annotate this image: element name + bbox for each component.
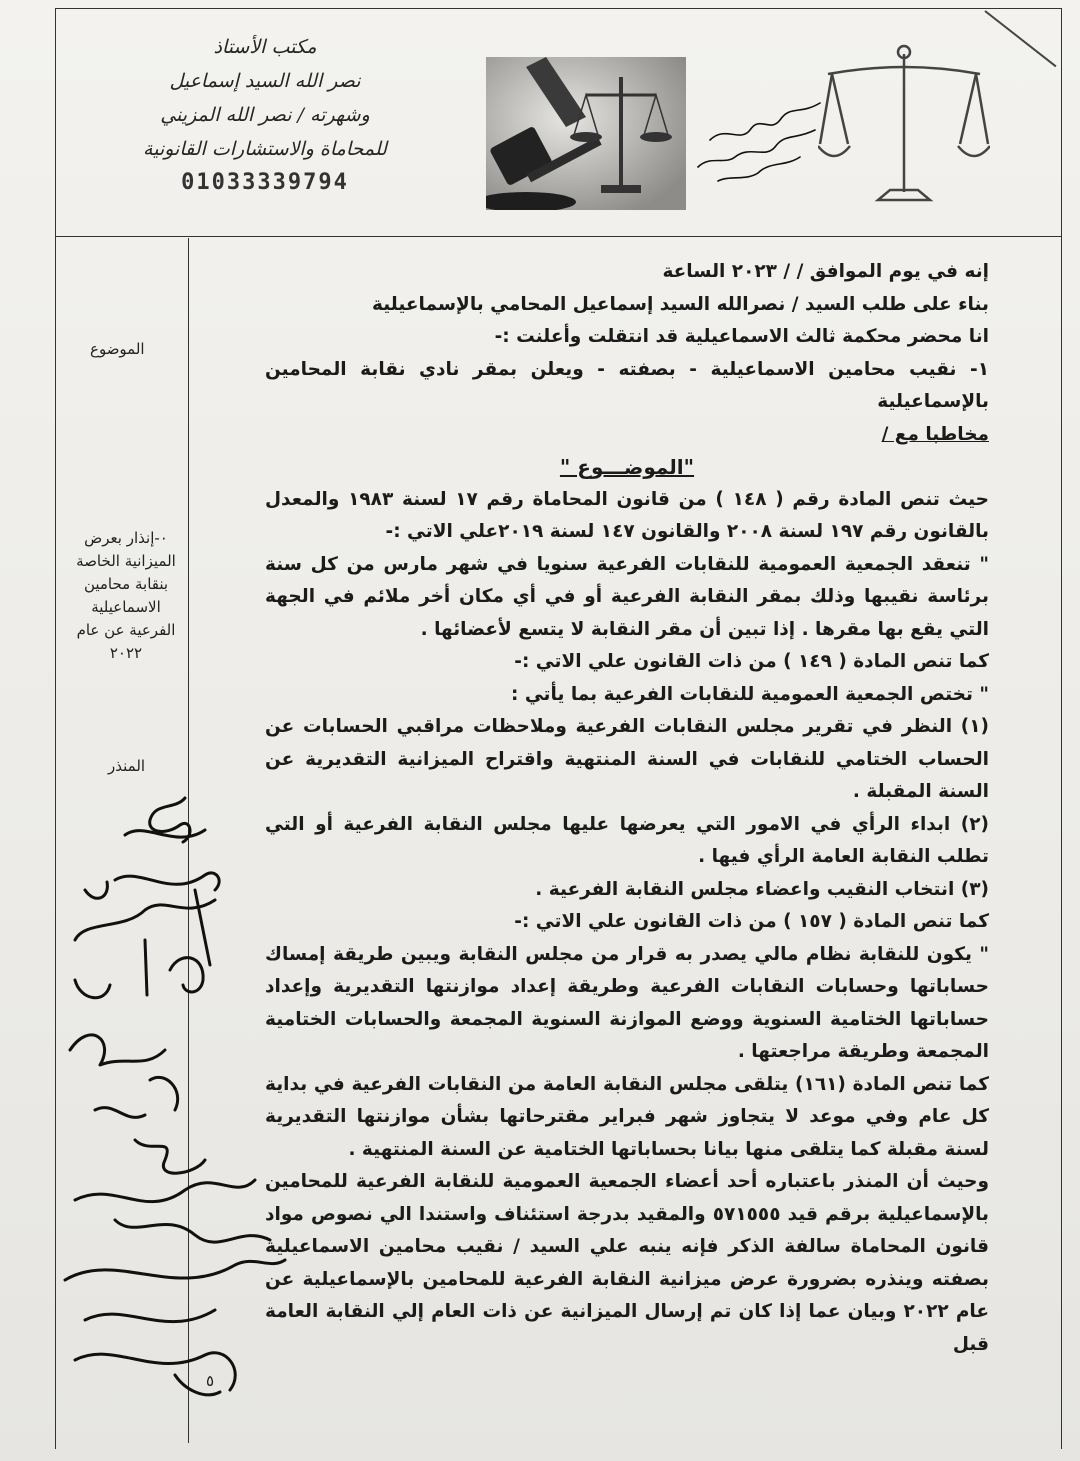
article-149-item-2: (٢) ابداء الرأي في الامور التي يعرضها عليها مجلس النقابة الفرعية أو التي تطلب النقابة العامة الرأي فيها . bbox=[265, 813, 989, 867]
summary-line: ٢٠٢٢ bbox=[109, 644, 143, 662]
office-title: مكتب الأستاذ bbox=[213, 36, 317, 58]
handwritten-receipt-note-icon bbox=[690, 95, 825, 185]
lawyer-nickname: وشهرته / نصر الله المزيني bbox=[160, 104, 370, 126]
article-149-intro: كما تنص المادة ( ١٤٩ ) من ذات القانون علي الاتي :- bbox=[514, 651, 989, 672]
notice-summary bbox=[66, 527, 186, 665]
subject-heading: "الموضـــوع " bbox=[559, 455, 695, 479]
article-149-item-1: (١) النظر في تقرير مجلس النقابات الفرعية وملاحظات مراقبي الحسابات عن الحساب الختامي للنقابات في السنة المنتهية واقتراح الميزانية التقديرية عن السنة المقبلة . bbox=[265, 716, 989, 802]
lawyer-name: نصر الله السيد إسماعيل bbox=[169, 70, 361, 92]
summary-line: الميزانية الخاصة bbox=[76, 552, 176, 570]
article-149-text: " تختص الجمعية العمومية للنقابات الفرعية بما يأتي : bbox=[511, 683, 989, 705]
notice-demand: وحيث أن المنذر باعتباره أحد أعضاء الجمعية العمومية للنقابة الفرعية للمحامين بالإسماعيلية برقم قيد ٥٧١٥٥٥ والمقيد بدرجة استئناف واستندا الي نصوص مواد قانون المحاماة سالفة الذكر فإنه ينبه علي السيد / نقيب محامين الاسماعيلية بصفته وينذره بضرورة عرض ميزانية النقابة الفرعية للمحامين بالإسماعيلية عن عام ٢٠٢٢ وبيان عما إذا كان تم إرسال الميزانية عن ذات العام إلي النقابة العامة قبل bbox=[265, 1171, 989, 1355]
warner-side-label: المنذر bbox=[108, 757, 146, 775]
article-157-intro: كما تنص المادة ( ١٥٧ ) من ذات القانون علي الاتي :- bbox=[514, 911, 989, 932]
requester-line: بناء على طلب السيد / نصرالله السيد إسماعيل المحامي بالإسماعيلية bbox=[372, 293, 989, 315]
summary-line: بنقابة محامين bbox=[83, 575, 169, 593]
notice-body bbox=[265, 256, 989, 1361]
page-number: ٥ bbox=[206, 1372, 215, 1390]
article-161-text: كما تنص المادة (١٦١) يتلقى مجلس النقابة العامة من النقابات الفرعية في بداية كل عام وفي موعد لا يتجاوز شهر فبراير مقترحاتها بشأن موازنتها التقديرية لسنة مقبلة كما يتلقى منها بيانا بحساباتها الختامية عن السنة المنتهية . bbox=[265, 1073, 989, 1160]
date-line: إنه في يوم الموافق / / ٢٠٢٣ الساعة bbox=[662, 261, 989, 282]
header-divider bbox=[55, 236, 1062, 237]
summary-line: الفرعية عن عام bbox=[76, 621, 176, 639]
article-148-intro: حيث تنص المادة رقم ( ١٤٨ ) من قانون المحاماة رقم ١٧ لسنة ١٩٨٣ والمعدل بالقانون رقم ١٩٧ لسنة ٢٠٠٨ والقانون ١٤٧ لسنة ٢٠١٩علي الاتي :- bbox=[265, 488, 990, 542]
article-148-text: " تنعقد الجمعية العمومية للنقابات الفرعية سنويا في شهر مارس من كل سنة برئاسة نقيبها وذلك بمقر النقابة الفرعية أو في أي مكان أخر ملائم في الجهة التي يقع بها مقرها . إذا تبين أن مقر النقابة لا يتسع لأعضائها . bbox=[265, 553, 989, 640]
office-phone: 01033339794 bbox=[181, 170, 349, 195]
office-specialty: للمحاماة والاستشارات القانونية bbox=[143, 138, 387, 160]
gavel-scales-icon bbox=[486, 57, 686, 210]
summary-line: الاسماعيلية bbox=[91, 598, 161, 616]
justice-image bbox=[486, 57, 686, 210]
bailiff-line: انا محضر محكمة ثالث الاسماعيلية قد انتقلت وأعلنت :- bbox=[494, 326, 989, 347]
scales-of-justice-icon bbox=[818, 42, 990, 210]
subject-side-label: الموضوع bbox=[90, 340, 145, 358]
office-letterhead bbox=[95, 30, 435, 230]
summary-line: ٠-إنذار بعرض bbox=[84, 529, 168, 547]
addressee-line: مخاطبا مع / bbox=[881, 423, 989, 445]
handwritten-signature-icon bbox=[55, 780, 300, 1420]
article-157-text: " يكون للنقابة نظام مالي يصدر به قرار من مجلس النقابة ويبين طريقة إمساك حساباتها وحسابات النقابات الفرعية وطريقة إعداد موازنتها التقديرية وإعداد حساباتها الختامية السنوية ووضع الموازنة السنوية المجمعة والحسابات الختامية المجمعة وطريقة مراجعتها . bbox=[265, 943, 989, 1062]
recipient-line: ١- نقيب محامين الاسماعيلية - بصفته - ويعلن بمقر نادي نقابة المحامين بالإسماعيلية bbox=[265, 358, 989, 412]
article-149-item-3: (٣) انتخاب النقيب واعضاء مجلس النقابة الفرعية . bbox=[535, 878, 989, 900]
